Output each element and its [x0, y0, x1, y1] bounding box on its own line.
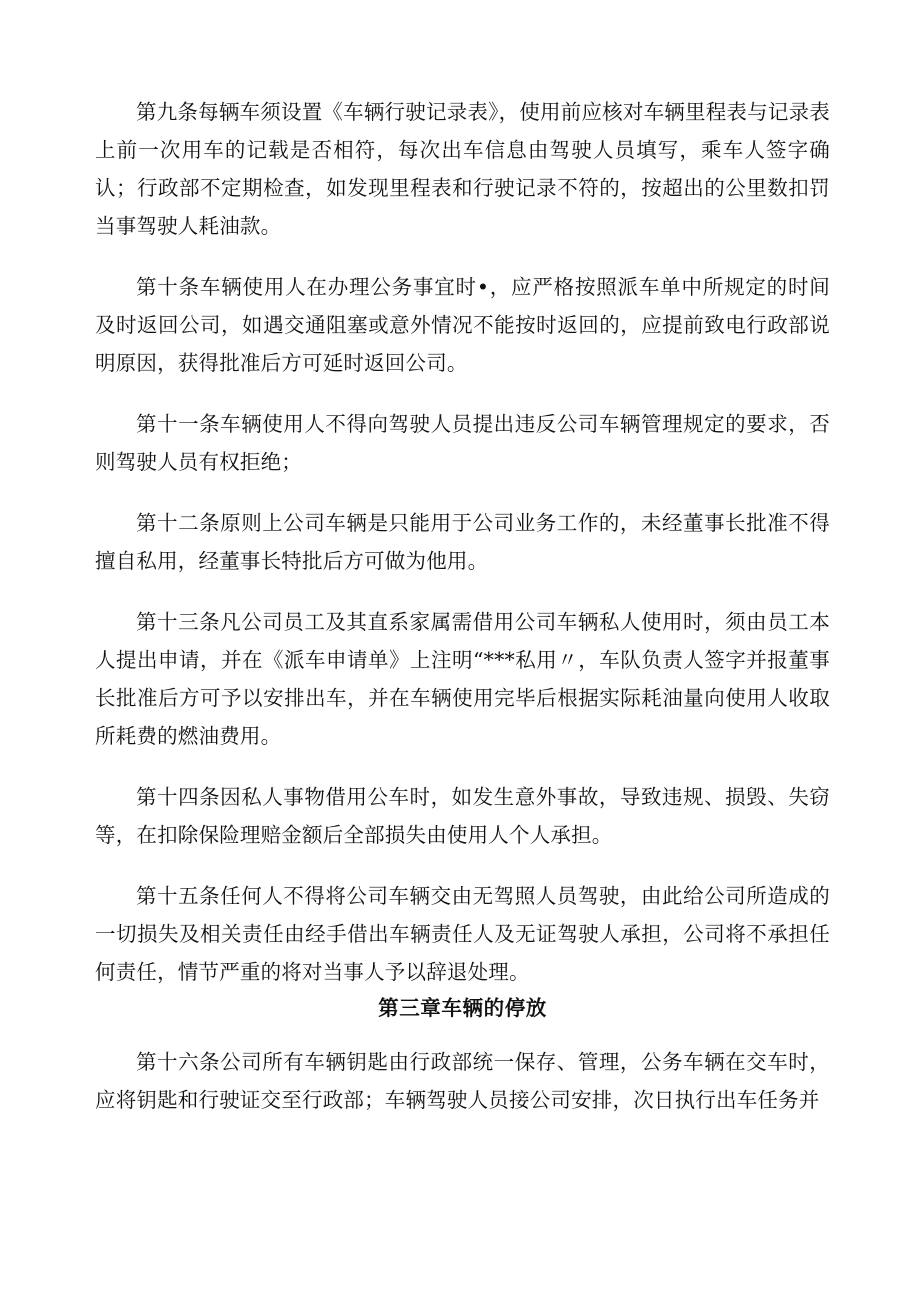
- article-15-paragraph: 第十五条任何人不得将公司车辆交由无驾照人员驾驶，由此给公司所造成的一切损失及相关责任由经手借出车辆责任人及无证驾驶人承担，公司将不承担任何责任，情节严重的将对当事人予以辞退处理。: [95, 884, 830, 984]
- article-13-paragraph: 第十三条凡公司员工及其直系家属需借用公司车辆私人使用时，须由员工本人提出申请，并在《派车申请单》上注明“***私用〃，车队负责人签字并报董事长批准后方可予以安排出车，并在车辆使用完毕后根据实际耗油量向使用人收取所耗费的燃油费用。: [95, 610, 830, 748]
- article-16-paragraph: 第十六条公司所有车辆钥匙由行政部统一保存、管理，公务车辆在交车时，应将钥匙和行驶证交至行政部；车辆驾驶人员接公司安排，次日执行出车任务并: [95, 1050, 830, 1112]
- chapter-3-heading: 第三章车辆的停放: [378, 996, 547, 1020]
- article-14-paragraph: 第十四条因私人事物借用公车时，如发生意外事故，导致违规、损毁、失窃等，在扣除保险理赔金额后全部损失由使用人个人承担。: [95, 785, 830, 847]
- article-9-paragraph: 第九条每辆车须设置《车辆行驶记录表》，使用前应核对车辆里程表与记录表上前一次用车的记载是否相符，每次出车信息由驾驶人员填写，乘车人签字确认；行政部不定期检查，如发现里程表和行驶记录不符的，按超出的公里数扣罚当事驾驶人耗油款。: [95, 100, 830, 238]
- article-10-paragraph: 第十条车辆使用人在办理公务事宜时•，应严格按照派车单中所规定的时间及时返回公司，如遇交通阻塞或意外情况不能按时返回的，应提前致电行政部说明原因，获得批准后方可延时返回公司。: [95, 275, 830, 375]
- article-11-paragraph: 第十一条车辆使用人不得向驾驶人员提出违反公司车辆管理规定的要求，否则驾驶人员有权拒绝；: [95, 412, 830, 474]
- article-12-paragraph: 第十二条原则上公司车辆是只能用于公司业务工作的，未经董事长批准不得擅自私用，经董事长特批后方可做为他用。: [95, 511, 830, 573]
